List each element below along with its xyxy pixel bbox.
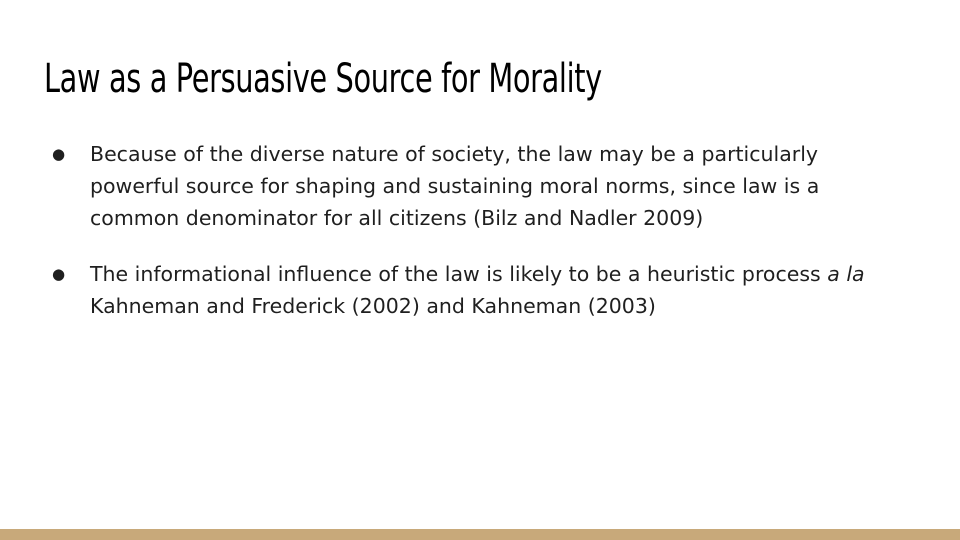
- bullet-dot-icon: ●: [52, 265, 66, 283]
- bullet-text-italic: a la: [827, 262, 865, 286]
- bullet-dot-icon: ●: [52, 145, 66, 163]
- slide-title: Law as a Persuasive Source for Morality: [44, 56, 602, 102]
- bullet-text: [90, 262, 865, 318]
- bullet-item: [50, 138, 912, 234]
- bullet-list: [50, 138, 912, 346]
- bullet-text: Because of the diverse nature of society, the law may be a particularly powerful source for shaping and sustaining moral norms, since law is a common denominator for all citizens (Bilz and Nadler 2009): [90, 142, 820, 230]
- bullet-item: [50, 258, 912, 322]
- bottom-accent-bar: [0, 529, 960, 540]
- bullet-text-after: Kahneman and Frederick (2002) and Kahneman (2003): [90, 294, 656, 318]
- bullet-text-before: The informational influence of the law is likely to be a heuristic process: [90, 262, 828, 286]
